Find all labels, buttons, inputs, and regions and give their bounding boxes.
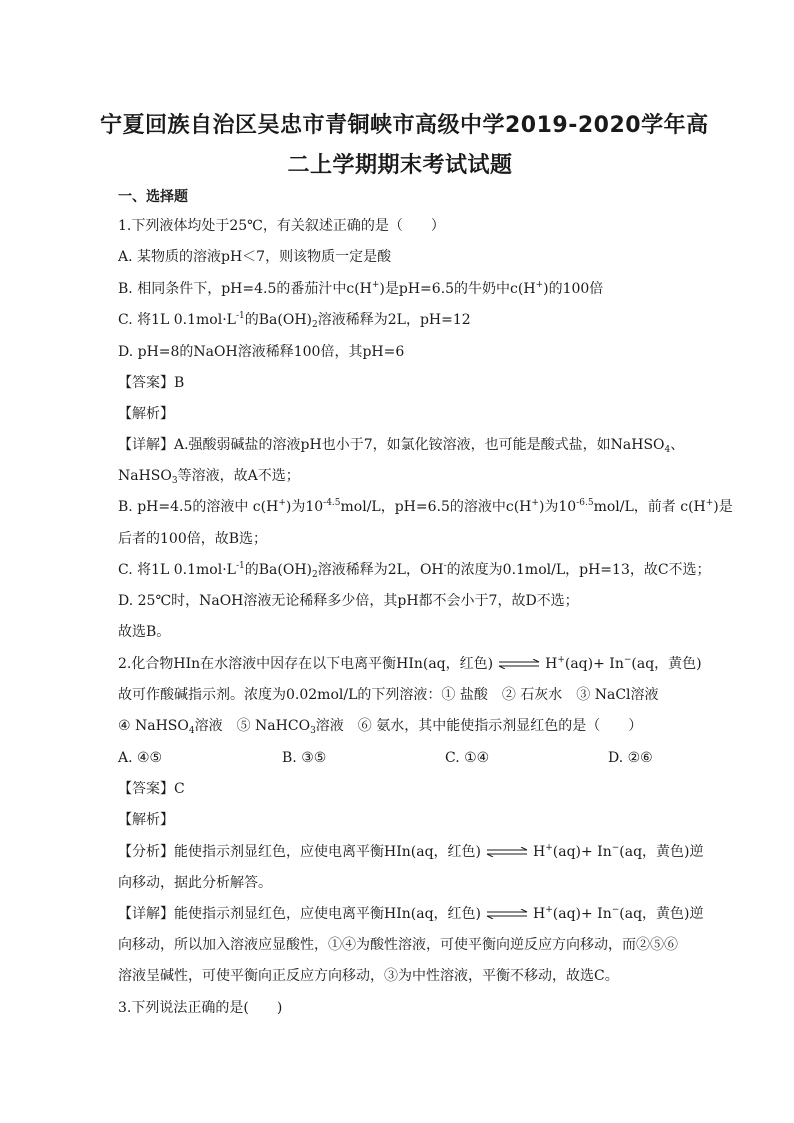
q1-option-b: B. 相同条件下，pH=4.5的番茄汁中c(H+)是pH=6.5的牛奶中c(H+)的100倍	[118, 280, 604, 297]
q1-detail-6: D. 25℃时，NaOH溶液无论稀释多少倍，其pH都不会小于7，故D不选；	[118, 593, 579, 609]
q1-stem: 1.下列液体均处于25℃，有关叙述正确的是（ ）	[118, 218, 445, 234]
doc-title-line2: 二上学期期末考试试题	[287, 153, 513, 178]
equilibrium-arrow-icon	[485, 909, 529, 919]
q1-detail-4: 后者的100倍，故B选；	[118, 531, 268, 547]
q1-detail-3: B. pH=4.5的溶液中 c(H+)为$10^{-4.5}mol/L$，pH=6.5的溶液中c(H+)为$10^{-6.5}mol/L$，前者 c(H+)是	[118, 498, 733, 515]
q2-analysis-1: 【分析】能使指示剂显红色，应使电离平衡HIn(aq，红色) H+(aq)+ In−(aq，黄色)逆	[118, 843, 704, 860]
q2-option-b: B. ③⑤	[282, 750, 327, 766]
q1-detail-2: NaHSO$_3$等溶液，故A不选；	[118, 468, 300, 486]
q2-answer: 【答案】C	[118, 781, 185, 797]
q1-option-c: C. 将1L $0.1mol\cdot L^{-1}$的$Ba(OH)_2$溶液稀释为2L，pH=12	[118, 311, 471, 330]
q1-answer: 【答案】B	[118, 375, 185, 391]
q1-option-d: D. pH=8的NaOH溶液稀释100倍，其pH=6	[118, 344, 405, 360]
q2-analysis-label: 【解析】	[118, 812, 174, 828]
q2-line-3: ④ NaHSO$_4$溶液 ⑤ NaHCO$_3$溶液 ⑥ 氨水，其中能使指示剂显红色的是（ ）	[118, 718, 643, 736]
equilibrium-arrow-icon	[485, 847, 529, 857]
q2-analysis-2: 向移动，据此分析解答。	[118, 875, 272, 891]
q1-detail-7: 故选B。	[118, 624, 171, 640]
q2-option-a: A. ④⑤	[118, 750, 163, 766]
q2-option-d: D. ②⑥	[608, 750, 653, 766]
equilibrium-arrow-icon	[497, 659, 541, 669]
q2-line-2: 故可作酸碱指示剂。浓度为0.02mol/L的下列溶液：① 盐酸 ② 石灰水 ③ NaCl溶液	[118, 687, 659, 703]
q1-detail-5: C. 将1L $0.1mol\cdot L^{-1}$的$Ba(OH)_2$溶液稀释为2L，OH-的浓度为0.1mol/L，pH=13，故C不选；	[118, 561, 711, 580]
q1-analysis-label: 【解析】	[118, 406, 174, 422]
q1-option-a: A. 某物质的溶液pH＜7，则该物质一定是酸	[118, 249, 392, 265]
q2-stem: 2.化合物HIn在水溶液中因存在以下电离平衡HIn(aq，红色) H+(aq)+ In−(aq，黄色)	[118, 655, 702, 672]
q2-detail-3: 溶液呈碱性，可使平衡向正反应方向移动，③为中性溶液，平衡不移动，故选C。	[118, 968, 619, 984]
q3-stem: 3.下列说法正确的是( )	[118, 1000, 283, 1016]
q2-detail-2: 向移动，所以加入溶液应显酸性，①④为酸性溶液，可使平衡向逆反应方向移动，而②⑤⑥	[118, 937, 678, 953]
q1-detail-1: 【详解】A.强酸弱碱盐的溶液pH也小于7，如氯化铵溶液，也可能是酸式盐，如NaHSO$_4$、	[118, 437, 685, 455]
doc-title-line1: 宁夏回族自治区吴忠市青铜峡市高级中学2019-2020学年高	[100, 113, 709, 138]
section-heading: 一、选择题	[118, 189, 188, 205]
q2-option-c: C. ①④	[445, 750, 490, 766]
q2-detail-1: 【详解】能使指示剂显红色，应使电离平衡HIn(aq，红色) H+(aq)+ In−(aq，黄色)逆	[118, 905, 704, 922]
